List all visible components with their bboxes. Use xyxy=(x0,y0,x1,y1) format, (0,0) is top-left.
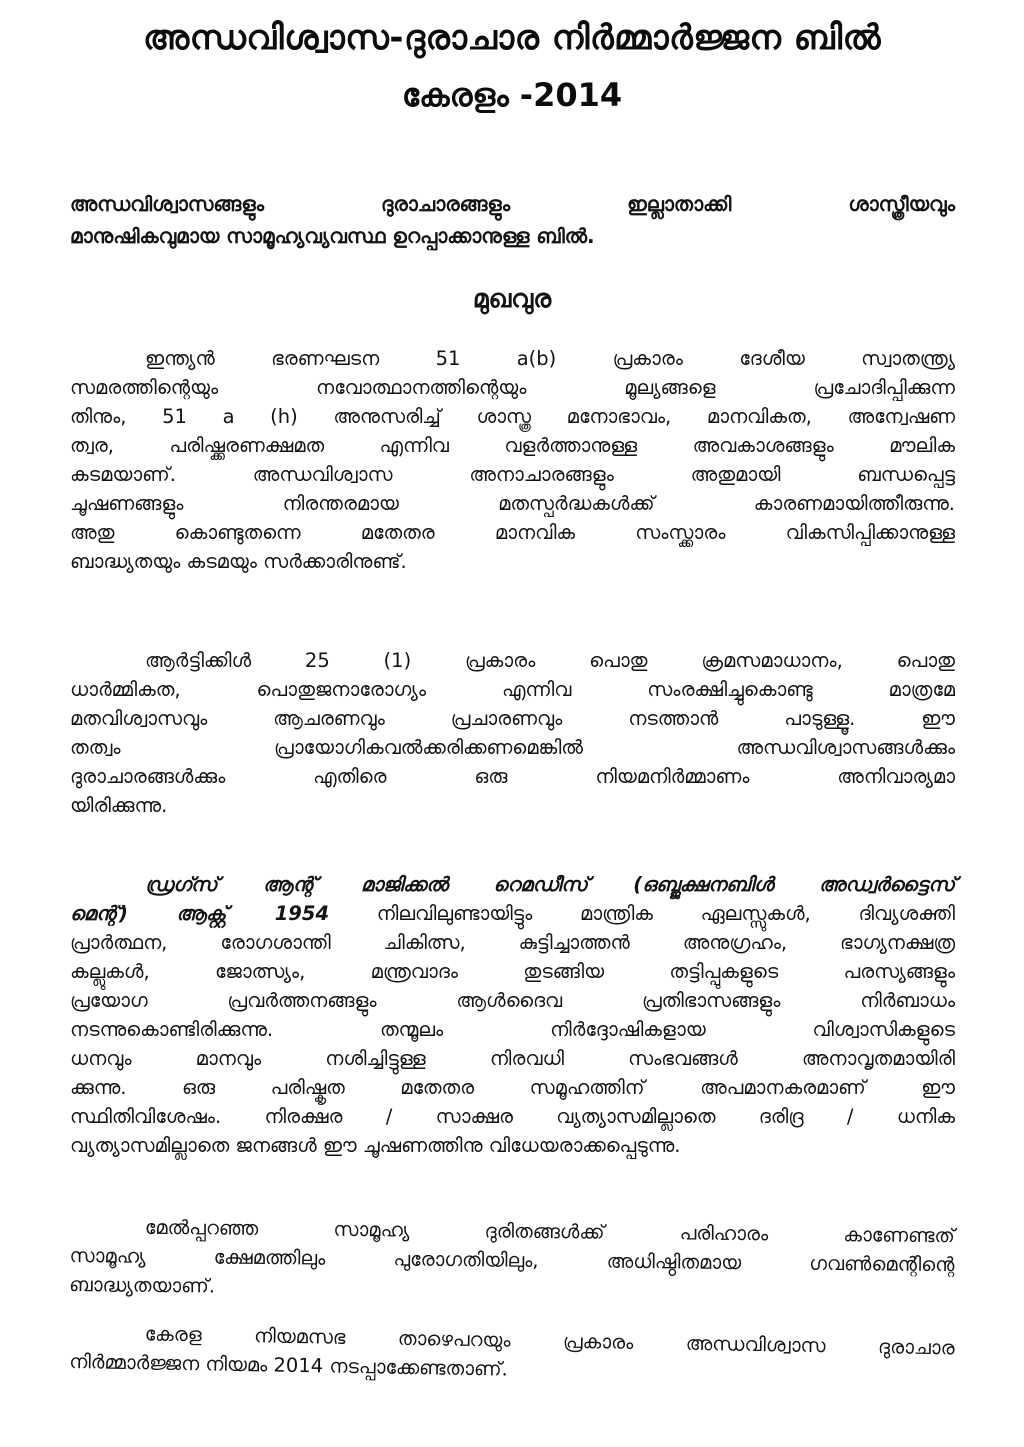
paragraph-line: തിനും, 51 a (h) അനുസരിച്ച് ശാസ്ത്ര മനോഭാവം, മാനവികത, അന്വേഷണ xyxy=(70,405,955,428)
paragraph-line: ക്കുന്നു. ഒരു പരിഷ്കൃത മതേതര സമൂഹത്തിന് അപമാനകരമാണ് ഈ xyxy=(70,1076,955,1099)
paragraph-line: സമരത്തിന്റെയും നവോത്ഥാനത്തിന്റെയും മൂല്യങ്ങളെ പ്രചോദിപ്പിക്കുന്ന xyxy=(70,376,955,399)
paragraph-text: നിലവിലുണ്ടായിട്ടും മാന്ത്രിക ഏലസ്സുകൾ, ദിവ്യശക്തി xyxy=(329,902,955,925)
paragraph-line: ത്വര, പരിഷ്ക്കരണക്ഷമത എന്നിവ വളർത്താനുള്ള അവകാശങ്ങളും മൗലിക xyxy=(70,434,955,457)
document-subtitle: കേരളം -2014 xyxy=(401,76,623,114)
summary-line: അന്ധവിശ്വാസങ്ങളും ദുരാചാരങ്ങളും ഇല്ലാതാക്കി ശാസ്ത്രീയവും xyxy=(70,192,955,216)
paragraph-line: ബാദ്ധ്യതയാണ്. xyxy=(69,1272,216,1298)
paragraph-line: സ്ഥിതിവിശേഷം. നിരക്ഷര / സാക്ഷര വ്യത്യാസമില്ലാതെ ദരിദ്ര / ധനിക xyxy=(70,1105,955,1128)
paragraph-line: ബാദ്ധ്യതയും കടമയും സർക്കാരിനുണ്ട്. xyxy=(70,550,407,573)
paragraph-line: ദുരാചാരങ്ങൾക്കും എതിരെ ഒരു നിയമനിർമ്മാണം അനിവാര്യമാ xyxy=(70,765,955,788)
paragraph-line: ആർട്ടിക്കിൾ 25 (1) പ്രകാരം പൊതു ക്രമസമാധാനം, പൊതു xyxy=(145,649,955,672)
enactment-clause xyxy=(69,1318,955,1391)
paragraph-line: ചൂഷണങ്ങളും നിരന്തരമായ മതസ്പർദ്ധകൾക്ക് കാരണമായിത്തീരുന്നു. xyxy=(70,492,955,515)
preamble-paragraph-1 xyxy=(70,344,955,576)
preamble-paragraph-2 xyxy=(70,646,955,820)
summary-line: മാനുഷികവുമായ സാമൂഹ്യവ്യവസ്ഥ ഉറപ്പാക്കാനുള്ള ബിൽ. xyxy=(70,224,595,248)
paragraph-line: കടമയാണ്. അന്ധവിശ്വാസ അനാചാരങ്ങളും അതുമായി ബന്ധപ്പെട്ട xyxy=(70,463,955,486)
paragraph-line: ധാർമ്മികത, പൊതുജനാരോഗ്യം എന്നിവ സംരക്ഷിച്ചുകൊണ്ടു മാത്രമേ xyxy=(70,678,955,701)
paragraph-line: മേൽപ്പറഞ്ഞ സാമൂഹ്യ ദുരിതങ്ങൾക്ക് പരിഹാരം കാണേണ്ടത് xyxy=(144,1215,955,1248)
paragraph-line: മതവിശ്വാസവും ആചരണവും പ്രചാരണവും നടത്താൻ പാടുള്ളൂ. ഈ xyxy=(70,707,955,730)
preamble-paragraph-3 xyxy=(70,870,955,1160)
bill-summary xyxy=(70,188,955,252)
preamble-paragraph-4 xyxy=(69,1212,955,1308)
paragraph-line: പ്രയോഗ പ്രവർത്തനങ്ങളും ആൾദൈവ പ്രതിഭാസങ്ങളും നിർബാധം xyxy=(70,989,955,1012)
paragraph-line: പ്രാർത്ഥന, രോഗശാന്തി ചികിത്സ, കുട്ടിച്ചാത്തൻ അനുഗ്രഹം, ഭാഗ്യനക്ഷത്ര xyxy=(70,931,955,954)
paragraph-line: ഇന്ത്യൻ ഭരണഘടന 51 a(b) പ്രകാരം ദേശീയ സ്വാതന്ത്ര്യ xyxy=(145,347,955,370)
paragraph-line: യിരിക്കുന്നു. xyxy=(70,794,168,817)
preamble-heading: മുഖവുര xyxy=(472,284,552,313)
act-name-continued: മെന്റ്) ആക്റ്റ് 1954 xyxy=(70,902,330,925)
paragraph-line: കേരള നിയമസഭ താഴെപറയും പ്രകാരം അന്ധവിശ്വാസ ദുരാചാര xyxy=(144,1322,955,1360)
paragraph-line: സാമൂഹ്യ ക്ഷേമത്തിലും പുരോഗതിയിലും, അധിഷ്ഠിതമായ ഗവൺമെന്റിന്റെ xyxy=(69,1243,955,1277)
paragraph-line xyxy=(70,899,955,928)
paragraph-line: ധനവും മാനവും നശിച്ചിട്ടുള്ള നിരവധി സംഭവങ്ങൾ അനാവൃതമായിരി xyxy=(70,1047,955,1070)
paragraph-line: അതു കൊണ്ടുതന്നെ മതേതര മാനവിക സംസ്ക്കാരം വികസിപ്പിക്കാനുള്ള xyxy=(70,521,955,544)
act-name-line: ഡ്രഗ്സ് ആന്റ് മാജിക്കൽ റെമഡീസ് (ഒബ്ജക്ഷനബിൾ അഡ്വർട്ടൈസ് xyxy=(145,873,955,896)
paragraph-line: നടന്നുകൊണ്ടിരിക്കുന്നു. തന്മൂലം നിർദ്ദോഷികളായ വിശ്വാസികളുടെ xyxy=(70,1018,955,1041)
paragraph-line: വ്യത്യാസമില്ലാതെ ജനങ്ങൾ ഈ ചൂഷണത്തിനു വിധേയരാക്കപ്പെടുന്നു. xyxy=(70,1134,681,1157)
paragraph-line: തത്വം പ്രായോഗികവൽക്കരിക്കണമെങ്കിൽ അന്ധവിശ്വാസങ്ങൾക്കും xyxy=(70,736,955,759)
paragraph-line: കല്ലുകൾ, ജോത്സ്യം, മന്ത്രവാദം തുടങ്ങിയ തട്ടിപ്പുകളുടെ പരസ്യങ്ങളും xyxy=(70,960,955,983)
document-title: അന്ധവിശ്വാസ-ദുരാചാര നിർമ്മാർജ്ജന ബിൽ xyxy=(143,18,881,58)
paragraph-line: നിർമ്മാർജ്ജന നിയമം 2014 നടപ്പാക്കേണ്ടതാണ്. xyxy=(69,1349,509,1381)
